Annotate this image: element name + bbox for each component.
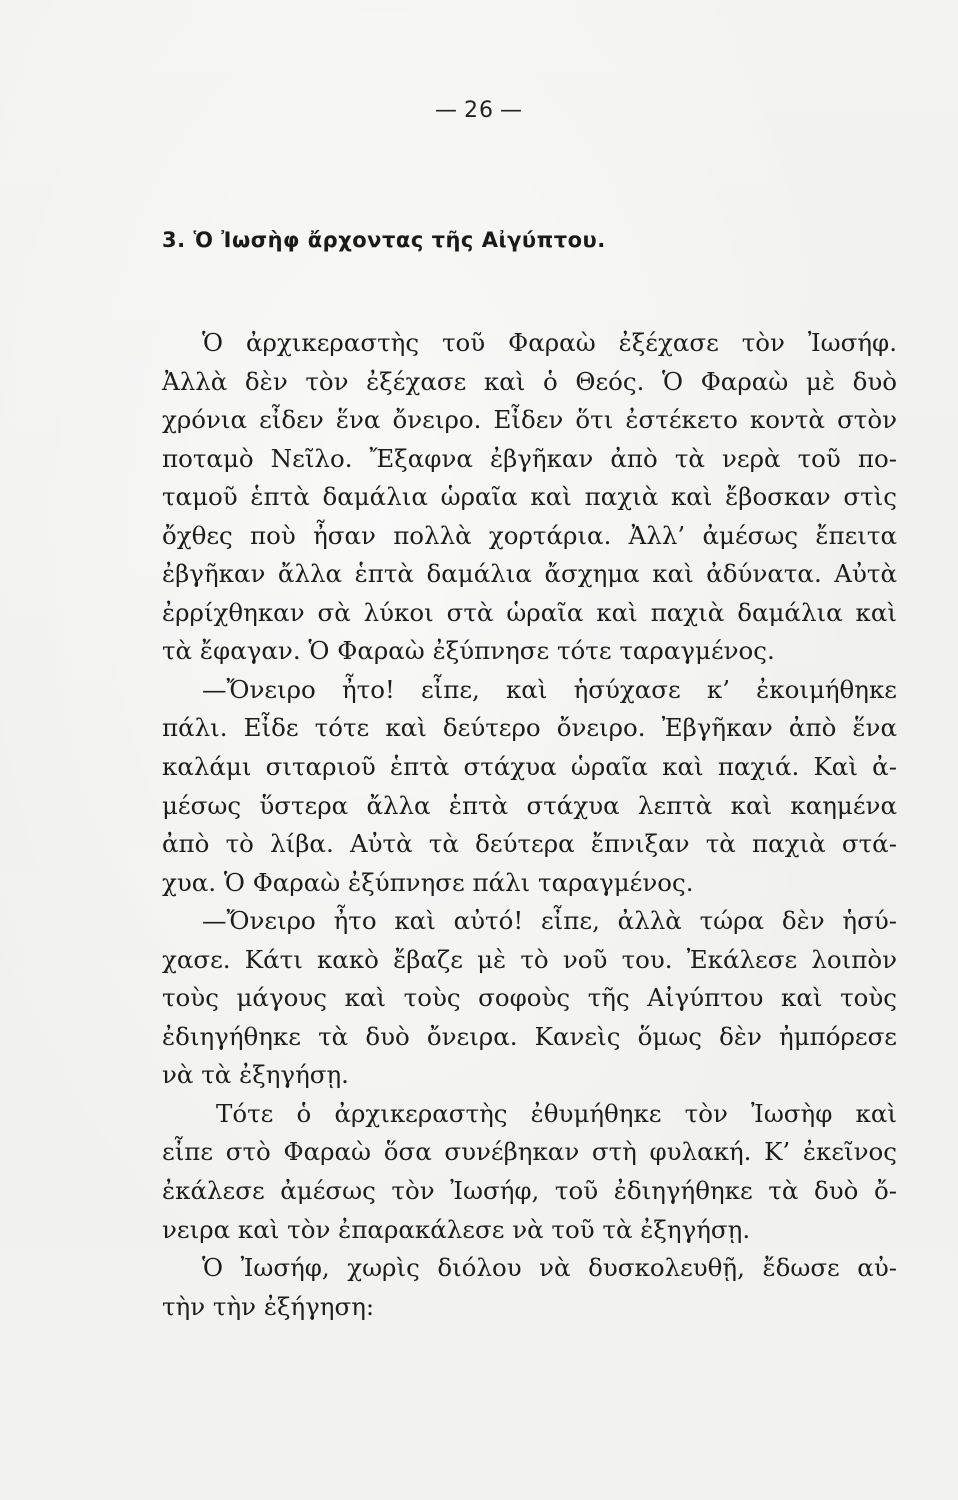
- page-number-dash-right: —: [500, 98, 523, 123]
- text-line: ἐκάλεσε ἀμέσως τὸν Ἰωσήφ, τοῦ ἐδιηγήθηκε τὰ δυὸ ὄ-: [162, 1176, 897, 1206]
- text-line: εἶπε στὸ Φαραὼ ὅσα συνέβηκαν στὴ φυλακή. Κ’ ἐκεῖνος: [162, 1137, 897, 1167]
- text-line: Τότε ὁ ἀρχικεραστὴς ἐθυμήθηκε τὸν Ἰωσὴφ καὶ: [216, 1098, 897, 1128]
- text-line: χρόνια εἶδεν ἕνα ὄνειρο. Εἶδεν ὅτι ἐστέκετο κοντὰ στὸν: [162, 405, 897, 435]
- body-text: [162, 324, 897, 1326]
- text-line: χασε. Κάτι κακὸ ἔβαζε μὲ τὸ νοῦ του. Ἐκάλεσε λοιπὸν: [162, 944, 897, 974]
- text-line: ὄχθες ποὺ ἦσαν πολλὰ χορτάρια. Ἀλλ’ ἀμέσως ἔπειτα: [162, 520, 897, 550]
- text-line: χυα. Ὁ Φαραὼ ἐξύπνησε πάλι ταραγμένος.: [162, 867, 694, 897]
- page-number-value: 26: [464, 98, 494, 123]
- text-line: πάλι. Εἶδε τότε καὶ δεύτερο ὄνειρο. Ἐβγῆκαν ἀπὸ ἕνα: [162, 713, 897, 743]
- text-line: ταμοῦ ἑπτὰ δαμάλια ὡραῖα καὶ παχιὰ καὶ ἔβοσκαν στὶς: [162, 482, 897, 512]
- text-line: Ὁ Ἰωσήφ, χωρὶς διόλου νὰ δυσκολευθῇ, ἔδωσε αὐ-: [202, 1253, 897, 1283]
- text-line: τοὺς μάγους καὶ τοὺς σοφοὺς τῆς Αἰγύπτου καὶ τοὺς: [162, 983, 897, 1013]
- text-line: ἐβγῆκαν ἄλλα ἑπτὰ δαμάλια ἄσχημα καὶ ἀδύνατα. Αὐτὰ: [162, 559, 897, 589]
- page-number: [0, 98, 958, 123]
- text-line: μέσως ὕστερα ἄλλα ἑπτὰ στάχυα λεπτὰ καὶ καημένα: [162, 790, 897, 820]
- text-line: ἐδιηγήθηκε τὰ δυὸ ὄνειρα. Κανεὶς ὅμως δὲν ἠμπόρεσε: [162, 1021, 897, 1051]
- text-line: —Ὄνειρο ἦτο! εἶπε, καὶ ἡσύχασε κ’ ἐκοιμήθηκε: [202, 674, 897, 704]
- text-line: —Ὄνειρο ἦτο καὶ αὐτό! εἶπε, ἀλλὰ τώρα δὲν ἡσύ-: [202, 906, 897, 936]
- page-number-dash-left: —: [435, 98, 458, 123]
- text-line: ποταμὸ Νεῖλο. Ἔξαφνα ἐβγῆκαν ἀπὸ τὰ νερὰ τοῦ πο-: [162, 443, 897, 473]
- text-line: τὴν τὴν ἐξήγηση:: [162, 1291, 375, 1321]
- section-heading: 3. Ὁ Ἰωσὴφ ἄρχοντας τῆς Αἰγύπτου.: [162, 228, 606, 252]
- text-line: ἐρρίχθηκαν σὰ λύκοι στὰ ὡραῖα καὶ παχιὰ δαμάλια καὶ: [162, 597, 897, 627]
- text-line: καλάμι σιταριοῦ ἑπτὰ στάχυα ὡραῖα καὶ παχιά. Καὶ ἀ-: [162, 752, 897, 782]
- text-line: νειρα καὶ τὸν ἐπαρακάλεσε νὰ τοῦ τὰ ἐξηγήσῃ.: [162, 1214, 751, 1244]
- text-line: Ἀλλὰ δὲν τὸν ἐξέχασε καὶ ὁ Θεός. Ὁ Φαραὼ μὲ δυὸ: [162, 366, 897, 396]
- text-line: τὰ ἔφαγαν. Ὁ Φαραὼ ἐξύπνησε τότε ταραγμένος.: [162, 636, 775, 666]
- text-line: νὰ τὰ ἐξηγήσῃ.: [162, 1060, 349, 1090]
- text-line: Ὁ ἀρχικεραστὴς τοῦ Φαραὼ ἐξέχασε τὸν Ἰωσήφ.: [202, 328, 897, 357]
- text-line: ἀπὸ τὸ λίβα. Αὐτὰ τὰ δεύτερα ἔπνιξαν τὰ παχιὰ στά-: [162, 829, 897, 859]
